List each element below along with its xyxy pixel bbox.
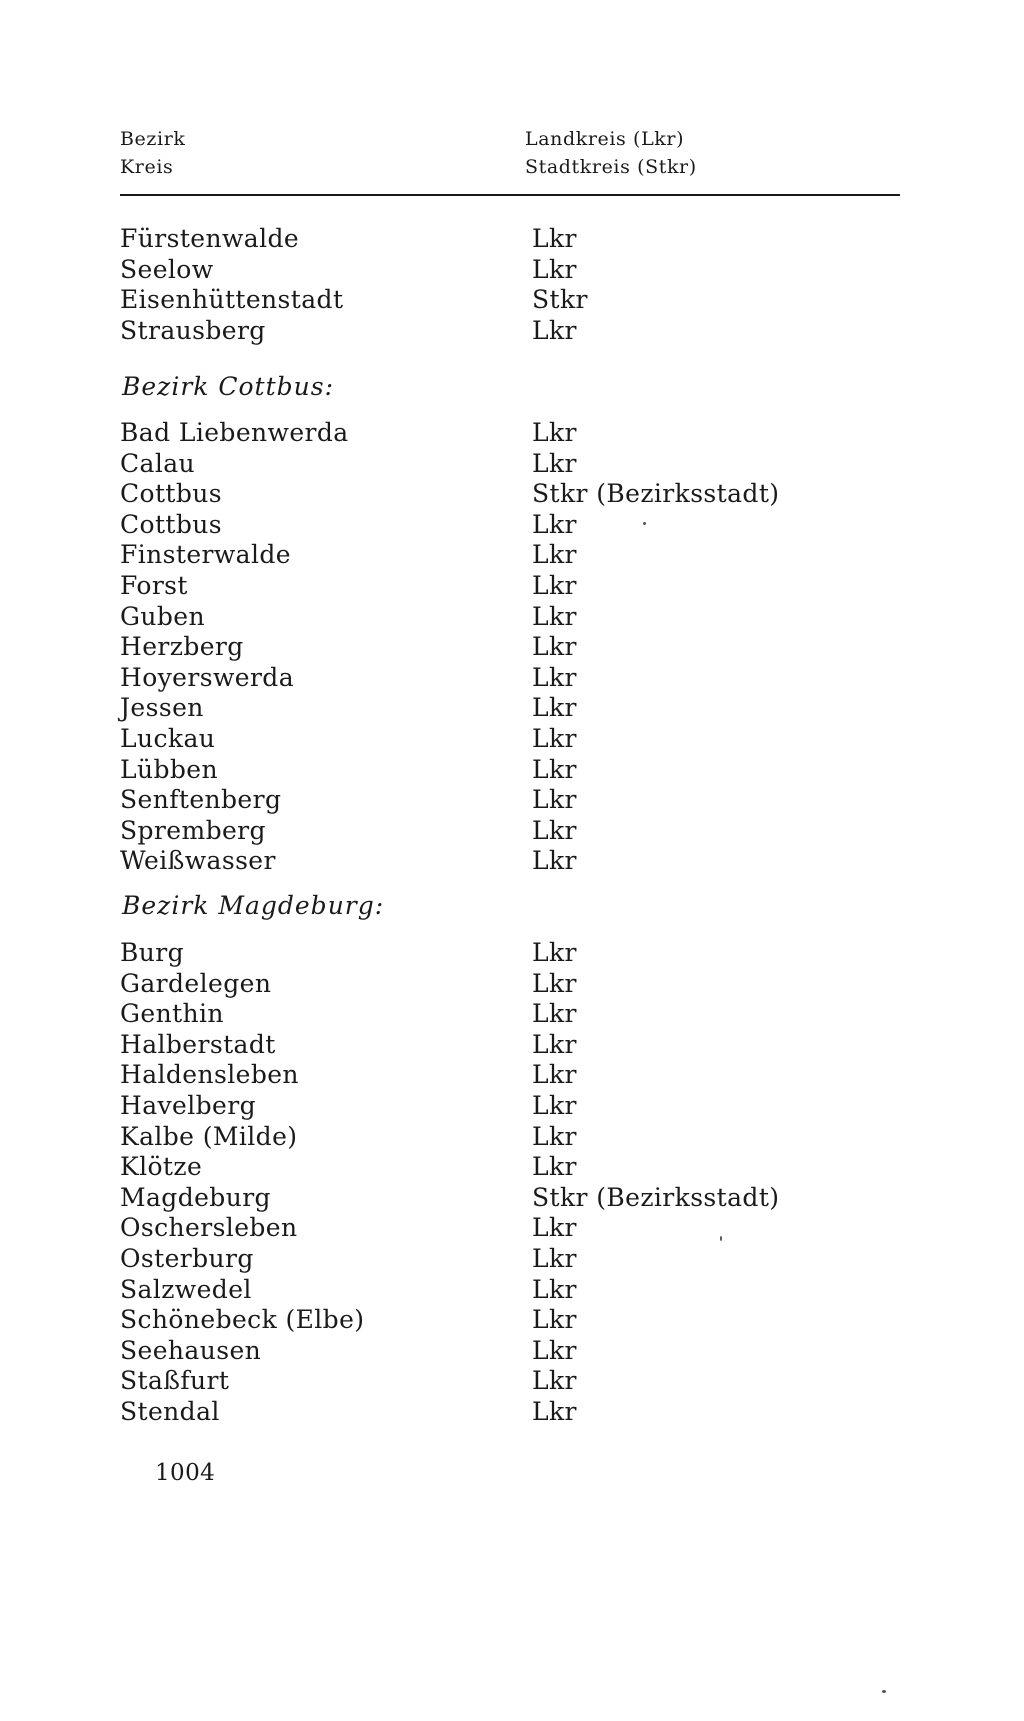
kreis-type: Lkr <box>532 1090 577 1120</box>
list-item <box>120 224 900 255</box>
kreis-name: Spremberg <box>120 815 266 845</box>
header-right-column <box>525 125 697 181</box>
kreis-type: Lkr <box>532 1274 577 1304</box>
section-magdeburg-rows <box>120 938 900 1428</box>
kreis-type: Lkr <box>532 254 577 284</box>
kreis-type: Lkr <box>532 785 577 815</box>
list-item <box>120 816 900 847</box>
list-item <box>120 1060 900 1091</box>
list-item <box>120 449 900 480</box>
list-item <box>120 316 900 347</box>
kreis-type: Lkr <box>532 632 577 662</box>
kreis-name: Calau <box>120 448 196 478</box>
kreis-name: Halberstadt <box>120 1029 276 1059</box>
kreis-name: Magdeburg <box>120 1182 271 1212</box>
list-item <box>120 1336 900 1367</box>
kreis-type: Lkr <box>532 224 577 253</box>
list-item <box>120 755 900 786</box>
kreis-name: Luckau <box>120 723 216 753</box>
list-item <box>120 602 900 633</box>
list-item <box>120 724 900 755</box>
list-item <box>120 785 900 816</box>
kreis-type: Lkr <box>532 1396 577 1426</box>
kreis-name: Osterburg <box>120 1243 254 1273</box>
kreis-type: Lkr <box>532 999 577 1029</box>
list-item <box>120 1366 900 1397</box>
kreis-type: Lkr <box>532 1335 577 1365</box>
list-item <box>120 1183 900 1214</box>
header-kreis-label: Kreis <box>120 156 174 178</box>
print-speck <box>720 1236 722 1241</box>
kreis-name: Oschersleben <box>120 1213 298 1243</box>
kreis-name: Guben <box>120 601 205 631</box>
list-item <box>120 663 900 694</box>
list-item <box>120 540 900 571</box>
kreis-name: Burg <box>120 938 185 967</box>
kreis-type: Stkr (Bezirksstadt) <box>532 479 780 509</box>
section-heading-cottbus: Bezirk Cottbus: <box>122 372 335 401</box>
list-item <box>120 1122 900 1153</box>
list-item <box>120 510 900 541</box>
kreis-name: Seelow <box>120 254 214 284</box>
list-item <box>120 1091 900 1122</box>
list-item <box>120 846 900 877</box>
kreis-name: Cottbus <box>120 479 223 509</box>
kreis-name: Salzwedel <box>120 1274 252 1304</box>
kreis-name: Gardelegen <box>120 968 272 998</box>
kreis-type: Stkr (Bezirksstadt) <box>532 1182 780 1212</box>
kreis-type: Lkr <box>532 968 577 998</box>
header-bezirk-label: Bezirk <box>120 128 186 150</box>
list-item <box>120 1397 900 1428</box>
list-item <box>120 1030 900 1061</box>
page-number: 1004 <box>155 1460 216 1486</box>
kreis-name: Fürstenwalde <box>120 224 300 253</box>
kreis-type: Lkr <box>532 1305 577 1335</box>
header-left-column <box>120 125 186 181</box>
list-item <box>120 969 900 1000</box>
header-divider <box>120 194 900 196</box>
kreis-type: Lkr <box>532 1060 577 1090</box>
list-item <box>120 479 900 510</box>
kreis-name: Genthin <box>120 999 224 1029</box>
list-item <box>120 285 900 316</box>
kreis-name: Senftenberg <box>120 785 282 815</box>
kreis-type: Lkr <box>532 1152 577 1182</box>
kreis-name: Weißwasser <box>120 846 276 876</box>
header-stadtkreis-label: Stadtkreis (Stkr) <box>525 156 697 178</box>
kreis-type: Lkr <box>532 938 577 967</box>
kreis-name: Staßfurt <box>120 1366 230 1396</box>
kreis-type: Lkr <box>532 815 577 845</box>
list-item <box>120 693 900 724</box>
list-item <box>120 632 900 663</box>
kreis-name: Bad Liebenwerda <box>120 418 349 447</box>
kreis-type: Lkr <box>532 1029 577 1059</box>
kreis-type: Lkr <box>532 1366 577 1396</box>
kreis-name: Hoyerswerda <box>120 662 295 692</box>
kreis-name: Havelberg <box>120 1090 256 1120</box>
kreis-type: Lkr <box>532 846 577 876</box>
kreis-name: Eisenhüttenstadt <box>120 285 344 315</box>
kreis-type: Lkr <box>532 570 577 600</box>
kreis-type: Lkr <box>532 662 577 692</box>
kreis-type: Lkr <box>532 418 577 447</box>
header-landkreis-label: Landkreis (Lkr) <box>525 128 685 150</box>
kreis-type: Stkr <box>532 285 588 315</box>
kreis-name: Schönebeck (Elbe) <box>120 1305 365 1335</box>
section-cottbus-rows <box>120 418 900 877</box>
kreis-name: Haldensleben <box>120 1060 299 1090</box>
kreis-type: Lkr <box>532 509 577 539</box>
kreis-type: Lkr <box>532 448 577 478</box>
print-speck <box>643 522 646 525</box>
list-item <box>120 1213 900 1244</box>
list-item <box>120 571 900 602</box>
kreis-name: Klötze <box>120 1152 203 1182</box>
kreis-name: Forst <box>120 570 188 600</box>
kreis-type: Lkr <box>532 601 577 631</box>
kreis-type: Lkr <box>532 1243 577 1273</box>
kreis-name: Strausberg <box>120 315 266 345</box>
list-item <box>120 1244 900 1275</box>
list-item <box>120 1275 900 1306</box>
kreis-type: Lkr <box>532 1121 577 1151</box>
kreis-name: Jessen <box>120 693 204 723</box>
list-item <box>120 999 900 1030</box>
kreis-name: Finsterwalde <box>120 540 291 570</box>
kreis-type: Lkr <box>532 1213 577 1243</box>
list-item <box>120 1152 900 1183</box>
print-speck <box>882 1690 886 1693</box>
kreis-name: Kalbe (Milde) <box>120 1121 298 1151</box>
kreis-name: Cottbus <box>120 509 223 539</box>
table-header <box>120 125 900 183</box>
list-item <box>120 938 900 969</box>
kreis-name: Stendal <box>120 1396 220 1426</box>
kreis-type: Lkr <box>532 723 577 753</box>
list-item <box>120 1305 900 1336</box>
section-frankfurt-rows <box>120 224 900 346</box>
kreis-type: Lkr <box>532 540 577 570</box>
section-heading-magdeburg: Bezirk Magdeburg: <box>122 891 385 920</box>
list-item <box>120 418 900 449</box>
kreis-name: Herzberg <box>120 632 244 662</box>
list-item <box>120 255 900 286</box>
kreis-type: Lkr <box>532 693 577 723</box>
kreis-type: Lkr <box>532 315 577 345</box>
kreis-type: Lkr <box>532 754 577 784</box>
kreis-name: Lübben <box>120 754 219 784</box>
kreis-name: Seehausen <box>120 1335 262 1365</box>
